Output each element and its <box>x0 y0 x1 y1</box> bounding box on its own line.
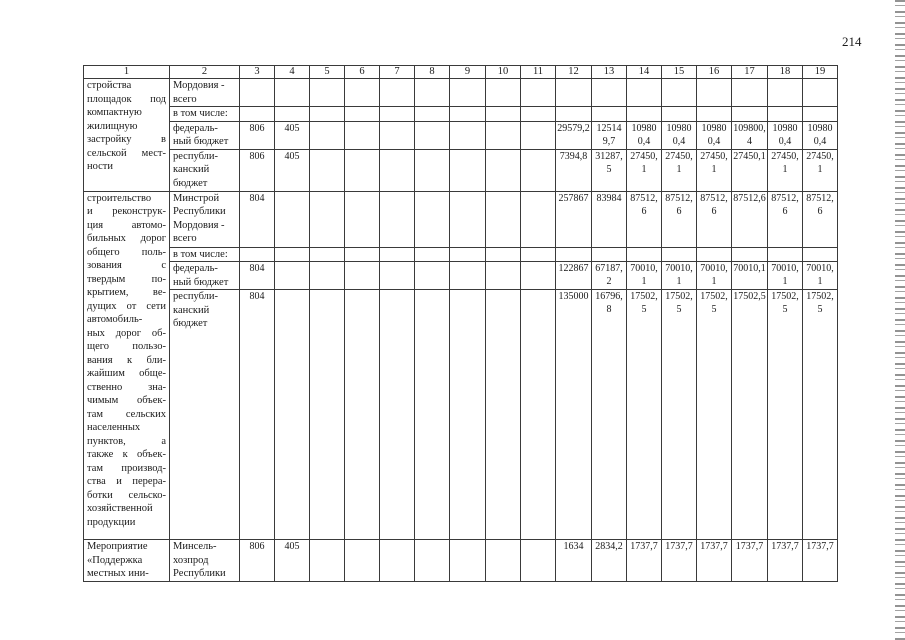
empty-cell <box>450 262 486 290</box>
funding-value-cell: 122867 <box>556 262 592 290</box>
header-cell-2: 2 <box>170 66 240 79</box>
description-line: сельской мест- <box>87 147 166 159</box>
cell-line: федераль- <box>173 263 218 274</box>
funding-value-cell <box>662 247 697 262</box>
empty-cell <box>486 149 521 191</box>
funding-value-cell: 27450,1 <box>768 149 803 191</box>
header-cell-13: 13 <box>592 66 627 79</box>
funding-value-cell <box>697 107 732 122</box>
cell-line: Минсель- <box>173 541 217 552</box>
empty-cell <box>380 107 415 122</box>
description-line: хозяйственной <box>87 503 153 514</box>
empty-cell <box>345 191 380 247</box>
empty-cell <box>450 290 486 540</box>
funding-value-cell: 67187,2 <box>592 262 627 290</box>
funding-value-cell: 109800,4 <box>697 121 732 149</box>
header-cell-14: 14 <box>627 66 662 79</box>
description-line: Мероприятие <box>87 541 148 552</box>
funding-value-cell: 109800,4 <box>768 121 803 149</box>
description-line: щего пользо- <box>87 341 166 352</box>
activity-description-cell <box>84 540 170 582</box>
description-line: строительство <box>87 192 152 204</box>
funding-value-cell: 27450,1 <box>732 149 768 191</box>
empty-cell <box>486 262 521 290</box>
empty-cell <box>415 149 450 191</box>
empty-cell <box>310 107 345 122</box>
empty-cell <box>486 247 521 262</box>
funding-value-cell <box>627 107 662 122</box>
code-grbs-cell <box>240 247 275 262</box>
description-line: автомобиль- <box>87 314 143 325</box>
funding-value-cell: 17502,5 <box>768 290 803 540</box>
empty-cell <box>450 149 486 191</box>
description-line: крытием, ве- <box>87 287 166 298</box>
funding-value-cell: 83984 <box>592 191 627 247</box>
executor-source-cell <box>170 149 240 191</box>
executor-source-cell <box>170 540 240 582</box>
funding-value-cell: 87512,6 <box>662 191 697 247</box>
code-grbs-cell: 804 <box>240 191 275 247</box>
funding-value-cell: 70010,1 <box>662 262 697 290</box>
funding-value-cell: 70010,1 <box>768 262 803 290</box>
table-row <box>84 262 838 290</box>
funding-value-cell: 17502,5 <box>662 290 697 540</box>
empty-cell <box>310 540 345 582</box>
description-line: компактную <box>87 107 142 118</box>
funding-value-cell: 109800,4 <box>662 121 697 149</box>
empty-cell <box>345 290 380 540</box>
funding-value-cell <box>556 107 592 122</box>
description-line: ных дорог об- <box>87 327 166 339</box>
funding-value-cell: 17502,5 <box>732 290 768 540</box>
cell-line: канский <box>173 164 210 175</box>
funding-value-cell: 2834,2 <box>592 540 627 582</box>
empty-cell <box>345 262 380 290</box>
empty-cell <box>310 149 345 191</box>
header-cell-5: 5 <box>310 66 345 79</box>
funding-value-cell <box>768 79 803 107</box>
cell-line: всего <box>173 233 197 244</box>
cell-line: хозпрод <box>173 554 209 566</box>
code-section-cell: 405 <box>275 121 310 149</box>
empty-cell <box>310 247 345 262</box>
funding-value-cell: 1737,7 <box>627 540 662 582</box>
cell-line: канский <box>173 304 210 316</box>
code-section-cell <box>275 247 310 262</box>
page-number: 214 <box>842 34 862 49</box>
empty-cell <box>486 191 521 247</box>
empty-cell <box>415 121 450 149</box>
funding-value-cell: 109800,4 <box>732 121 768 149</box>
header-cell-12: 12 <box>556 66 592 79</box>
table-row <box>84 540 838 582</box>
funding-value-cell <box>697 247 732 262</box>
table-row <box>84 79 838 107</box>
header-cell-19: 19 <box>803 66 838 79</box>
header-cell-6: 6 <box>345 66 380 79</box>
description-line: застройку в <box>87 134 166 145</box>
cell-line: Мордовия - <box>173 80 225 91</box>
empty-cell <box>521 149 556 191</box>
funding-value-cell <box>627 79 662 107</box>
header-cell-16: 16 <box>697 66 732 79</box>
code-grbs-cell: 804 <box>240 262 275 290</box>
table-body <box>84 66 838 582</box>
empty-cell <box>450 121 486 149</box>
cell-line: ный бюджет <box>173 276 229 288</box>
activity-description-cell <box>84 191 170 540</box>
empty-cell <box>380 290 415 540</box>
description-line: ция автомо- <box>87 219 166 231</box>
funding-value-cell: 257867 <box>556 191 592 247</box>
empty-cell <box>415 247 450 262</box>
budget-table <box>83 65 838 582</box>
header-cell-15: 15 <box>662 66 697 79</box>
funding-value-cell: 87512,6 <box>732 191 768 247</box>
cell-line: бюджет <box>173 318 208 329</box>
description-line: стройства <box>87 80 132 91</box>
description-line: жилищную <box>87 120 138 132</box>
empty-cell <box>345 79 380 107</box>
funding-value-cell <box>662 107 697 122</box>
description-line: также к объек- <box>87 449 166 460</box>
cell-line: Республики <box>173 206 226 217</box>
description-line: общего поль- <box>87 246 166 258</box>
empty-cell <box>486 121 521 149</box>
cell-line: республи- <box>173 291 218 302</box>
funding-value-cell <box>556 247 592 262</box>
empty-cell <box>380 79 415 107</box>
header-cell-18: 18 <box>768 66 803 79</box>
empty-cell <box>450 107 486 122</box>
empty-cell <box>345 247 380 262</box>
empty-cell <box>486 290 521 540</box>
code-section-cell <box>275 262 310 290</box>
code-section-cell <box>275 191 310 247</box>
funding-value-cell <box>592 79 627 107</box>
empty-cell <box>380 149 415 191</box>
empty-cell <box>450 191 486 247</box>
header-cell-8: 8 <box>415 66 450 79</box>
funding-value-cell <box>768 247 803 262</box>
funding-value-cell: 70010,1 <box>732 262 768 290</box>
funding-value-cell: 17502,5 <box>803 290 838 540</box>
code-grbs-cell: 806 <box>240 121 275 149</box>
funding-value-cell: 70010,1 <box>697 262 732 290</box>
empty-cell <box>380 262 415 290</box>
code-grbs-cell: 806 <box>240 149 275 191</box>
header-cell-3: 3 <box>240 66 275 79</box>
description-line: населенных <box>87 422 141 433</box>
description-line: ности <box>87 161 113 172</box>
empty-cell <box>521 79 556 107</box>
empty-cell <box>415 290 450 540</box>
empty-cell <box>450 79 486 107</box>
empty-cell <box>380 540 415 582</box>
header-cell-10: 10 <box>486 66 521 79</box>
table-row <box>84 107 838 122</box>
funding-value-cell <box>592 107 627 122</box>
empty-cell <box>310 191 345 247</box>
code-section-cell: 405 <box>275 540 310 582</box>
header-cell-1: 1 <box>84 66 170 79</box>
header-cell-7: 7 <box>380 66 415 79</box>
executor-source-cell <box>170 191 240 247</box>
funding-value-cell: 87512,6 <box>803 191 838 247</box>
funding-value-cell: 125149,7 <box>592 121 627 149</box>
description-line: чимым объек- <box>87 395 166 406</box>
description-line: жайшим обще- <box>87 368 166 379</box>
funding-value-cell: 27450,1 <box>662 149 697 191</box>
description-line: местных ини- <box>87 568 149 579</box>
funding-value-cell: 7394,8 <box>556 149 592 191</box>
funding-value-cell: 27450,1 <box>627 149 662 191</box>
funding-value-cell: 1737,7 <box>732 540 768 582</box>
funding-value-cell: 17502,5 <box>697 290 732 540</box>
funding-value-cell <box>732 79 768 107</box>
code-section-cell <box>275 107 310 122</box>
funding-value-cell: 1634 <box>556 540 592 582</box>
code-grbs-cell: 806 <box>240 540 275 582</box>
cell-line: Республики <box>173 568 226 579</box>
funding-value-cell: 87512,6 <box>768 191 803 247</box>
code-section-cell <box>275 79 310 107</box>
funding-value-cell: 109800,4 <box>803 121 838 149</box>
empty-cell <box>450 247 486 262</box>
funding-value-cell <box>662 79 697 107</box>
empty-cell <box>521 107 556 122</box>
empty-cell <box>521 290 556 540</box>
cell-line: в том числе: <box>173 108 228 119</box>
header-cell-9: 9 <box>450 66 486 79</box>
empty-cell <box>380 191 415 247</box>
funding-value-cell: 1737,7 <box>662 540 697 582</box>
description-line: ственно зна- <box>87 381 166 393</box>
funding-value-cell <box>732 247 768 262</box>
empty-cell <box>415 107 450 122</box>
table-row <box>84 121 838 149</box>
executor-source-cell <box>170 290 240 540</box>
funding-value-cell: 29579,2 <box>556 121 592 149</box>
funding-value-cell: 1737,7 <box>803 540 838 582</box>
empty-cell <box>415 79 450 107</box>
header-row <box>84 66 838 79</box>
cell-line: ный бюджет <box>173 136 229 147</box>
empty-cell <box>486 107 521 122</box>
empty-cell <box>310 79 345 107</box>
description-line: там производ- <box>87 462 166 474</box>
funding-value-cell: 87512,6 <box>627 191 662 247</box>
description-line: продукции <box>87 516 136 528</box>
funding-value-cell: 1737,7 <box>768 540 803 582</box>
empty-cell <box>380 247 415 262</box>
code-grbs-cell <box>240 107 275 122</box>
header-cell-4: 4 <box>275 66 310 79</box>
code-grbs-cell: 804 <box>240 290 275 540</box>
code-grbs-cell <box>240 79 275 107</box>
table-row <box>84 191 838 247</box>
empty-cell <box>415 262 450 290</box>
description-line: «Поддержка <box>87 554 143 566</box>
funding-value-cell <box>556 79 592 107</box>
cell-line: в том числе: <box>173 248 228 260</box>
cell-line: республи- <box>173 150 218 162</box>
funding-value-cell: 27450,1 <box>697 149 732 191</box>
funding-value-cell <box>732 107 768 122</box>
empty-cell <box>521 247 556 262</box>
executor-source-cell <box>170 247 240 262</box>
funding-value-cell: 70010,1 <box>803 262 838 290</box>
funding-value-cell <box>803 107 838 122</box>
funding-value-cell <box>803 79 838 107</box>
description-line: площадок под <box>87 93 166 105</box>
empty-cell <box>345 540 380 582</box>
empty-cell <box>486 540 521 582</box>
description-line: бильных дорог <box>87 233 166 244</box>
activity-description-cell <box>84 79 170 192</box>
empty-cell <box>310 262 345 290</box>
empty-cell <box>415 540 450 582</box>
funding-value-cell <box>803 247 838 262</box>
funding-value-cell: 70010,1 <box>627 262 662 290</box>
funding-value-cell <box>697 79 732 107</box>
funding-value-cell: 16796,8 <box>592 290 627 540</box>
description-line: ботки сельско- <box>87 489 166 501</box>
table-row <box>84 247 838 262</box>
empty-cell <box>380 121 415 149</box>
description-line: вания к бли- <box>87 354 166 366</box>
description-line: ства и перера- <box>87 476 166 487</box>
empty-cell <box>310 290 345 540</box>
empty-cell <box>345 107 380 122</box>
code-section-cell: 405 <box>275 149 310 191</box>
table-row <box>84 149 838 191</box>
code-section-cell <box>275 290 310 540</box>
funding-value-cell: 135000 <box>556 290 592 540</box>
empty-cell <box>345 121 380 149</box>
executor-source-cell <box>170 79 240 107</box>
description-line: зования с <box>87 260 166 271</box>
executor-source-cell <box>170 121 240 149</box>
empty-cell <box>521 191 556 247</box>
funding-value-cell <box>592 247 627 262</box>
funding-value-cell <box>627 247 662 262</box>
funding-value-cell <box>768 107 803 122</box>
executor-source-cell <box>170 262 240 290</box>
empty-cell <box>310 121 345 149</box>
cell-line: Мордовия - <box>173 219 225 231</box>
empty-cell <box>521 540 556 582</box>
cell-line: всего <box>173 93 197 105</box>
empty-cell <box>415 191 450 247</box>
scan-edge-artifact <box>895 0 905 640</box>
table-row <box>84 290 838 540</box>
funding-value-cell: 31287,5 <box>592 149 627 191</box>
empty-cell <box>521 121 556 149</box>
funding-value-cell: 87512,6 <box>697 191 732 247</box>
empty-cell <box>450 540 486 582</box>
header-cell-11: 11 <box>521 66 556 79</box>
description-line: там сельских <box>87 408 166 420</box>
funding-value-cell: 17502,5 <box>627 290 662 540</box>
cell-line: бюджет <box>173 177 208 189</box>
funding-value-cell: 109800,4 <box>627 121 662 149</box>
cell-line: Минстрой <box>173 192 220 204</box>
description-line: дущих от сети <box>87 300 166 312</box>
funding-value-cell: 1737,7 <box>697 540 732 582</box>
header-cell-17: 17 <box>732 66 768 79</box>
description-line: твердым по- <box>87 273 166 285</box>
description-line: пунктов, а <box>87 435 166 447</box>
cell-line: федераль- <box>173 122 218 134</box>
empty-cell <box>521 262 556 290</box>
empty-cell <box>486 79 521 107</box>
empty-cell <box>345 149 380 191</box>
description-line: и реконструк- <box>87 206 166 217</box>
executor-source-cell <box>170 107 240 122</box>
funding-value-cell: 27450,1 <box>803 149 838 191</box>
